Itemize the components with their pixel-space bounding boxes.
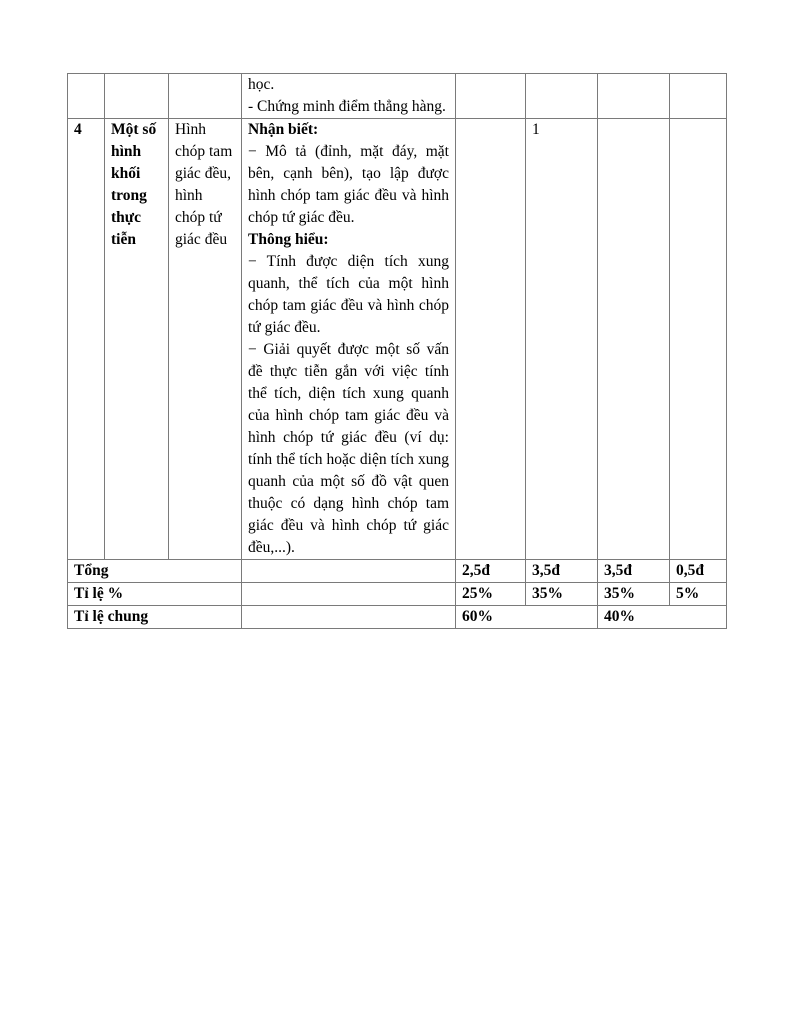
content-line: - Chứng minh điểm thẳng hàng. (248, 98, 446, 115)
cell-empty (68, 74, 105, 119)
table-row-common (68, 606, 727, 629)
understand-heading: Thông hiểu: (248, 231, 329, 248)
total-value: 3,5đ (598, 560, 670, 583)
cell-empty (169, 74, 242, 119)
cell-empty (526, 74, 598, 119)
cell-empty (598, 74, 670, 119)
requirements-cell (242, 119, 456, 560)
matrix-table (67, 73, 727, 629)
total-label: Tổng (68, 560, 242, 583)
cell-empty (242, 583, 456, 606)
table-row-percent (68, 583, 727, 606)
percent-value: 25% (456, 583, 526, 606)
cell-empty (242, 560, 456, 583)
unit-name: Hình chóp tam giác đều, hình chóp tứ giác đều (169, 119, 242, 560)
common-label: Tỉ lệ chung (68, 606, 242, 629)
percent-value: 5% (670, 583, 727, 606)
topic-name: Một số hình khối trong thực tiễn (105, 119, 169, 560)
cell-empty (598, 119, 670, 560)
content-cell (242, 74, 456, 119)
cell-empty (670, 119, 727, 560)
count-understand: 1 (526, 119, 598, 560)
common-value: 60% (456, 606, 598, 629)
cell-empty (456, 119, 526, 560)
understand-text: − Tính được diện tích xung quanh, thể tích của một hình chóp tam giác đều và hình chóp tứ giác đều. (248, 253, 449, 336)
table-row-total (68, 560, 727, 583)
topic-number: 4 (68, 119, 105, 560)
percent-label: Tỉ lệ % (68, 583, 242, 606)
percent-value: 35% (526, 583, 598, 606)
common-value: 40% (598, 606, 727, 629)
table-row-topic-4 (68, 119, 727, 560)
recognize-heading: Nhận biết: (248, 121, 319, 138)
total-value: 0,5đ (670, 560, 727, 583)
percent-value: 35% (598, 583, 670, 606)
table-row-continuation (68, 74, 727, 119)
cell-empty (456, 74, 526, 119)
cell-empty (242, 606, 456, 629)
recognize-text: − Mô tả (đỉnh, mặt đáy, mặt bên, cạnh bên), tạo lập được hình chóp tam giác đều và hình chóp tứ giác đều. (248, 143, 449, 226)
content-line: học. (248, 76, 275, 93)
cell-empty (105, 74, 169, 119)
total-value: 3,5đ (526, 560, 598, 583)
cell-empty (670, 74, 727, 119)
understand-text: − Giải quyết được một số vấn đề thực tiễn gắn với việc tính thể tích, diện tích xung quanh của hình chóp tam giác đều và hình chóp tứ giác đều (ví dụ: tính thể tích hoặc diện tích xung quanh của một số đồ vật quen thuộc có dạng hình chóp tam giác đều và hình chóp tứ giác đều,...). (248, 341, 449, 556)
total-value: 2,5đ (456, 560, 526, 583)
